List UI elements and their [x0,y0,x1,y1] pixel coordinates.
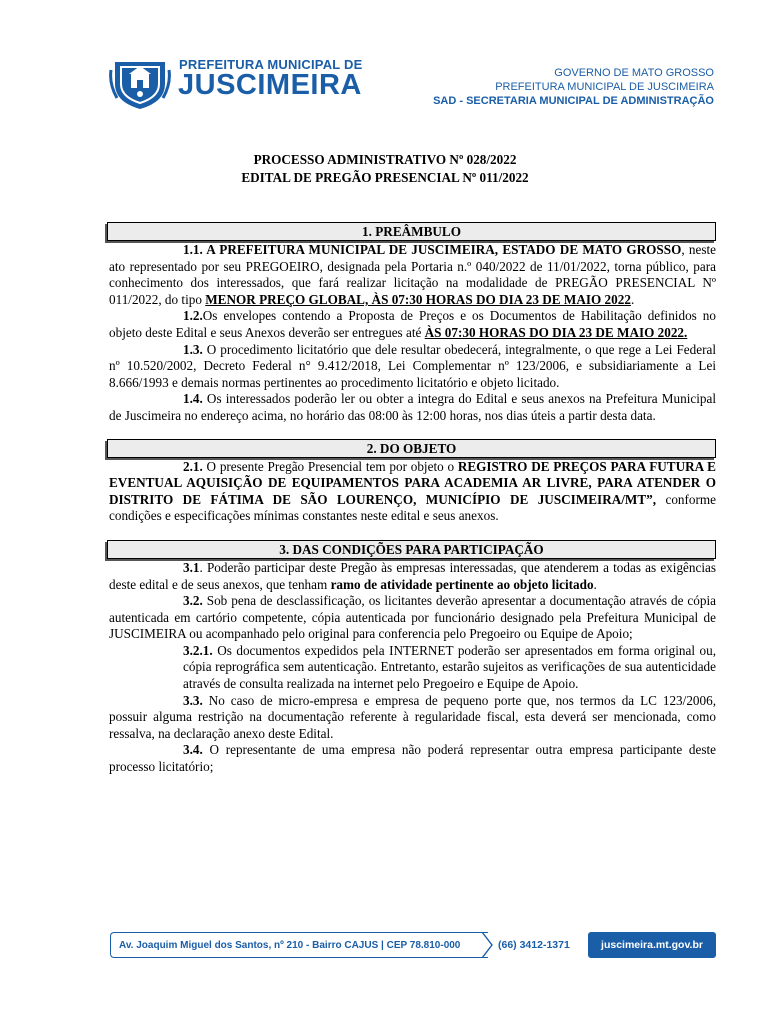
government-block [433,66,714,108]
paragraph-1-3 [109,342,716,392]
footer-phone: (66) 3412-1371 [498,939,570,951]
edital-title: EDITAL DE PREGÃO PRESENCIAL Nº 011/2022 [241,170,529,185]
clause-number: 3.1 [183,559,200,575]
clause-number: 2.1. [183,458,203,474]
clause-number: 1.4. [183,391,203,407]
footer-bar [110,932,716,958]
clause-number: 3.3. [183,692,203,708]
clause-number: 1.3. [183,341,203,357]
clause-text: , neste ato representado por seu PREGOEIRO, designada pela Portaria n.º 040/2022 de 11/01/2022, torna público, para conhecimento dos interessados, que fará realizar licitação na modalidade de PREGÃO PRESENCIAL Nº 011/2022, do tipo [109,242,716,307]
paragraph-3-2 [109,593,716,643]
clause-text: Sob pena de desclassificação, os licitantes deverão apresentar a documentação através de cópia autenticada em cartório competente, cópia autenticada por funcionário designado pela Prefeitura Municipal de JUSCIMEIRA ou acompanhado pelo original para conferencia pelo Pregoeiro ou Equipe de Apoio; [109,593,716,642]
section-heading-objeto: 2. DO OBJETO [107,439,716,458]
paragraph-3-2-1 [109,643,716,693]
section-heading-preambulo: 1. PREÂMBULO [107,222,716,241]
paragraph-2-1 [109,459,716,525]
clause-number: 1.2. [183,308,203,324]
clause-emphasis: ramo de atividade pertinente ao objeto licitado [330,576,594,592]
logo-text-line2: JUSCIMEIRA [178,69,362,101]
clause-end: . [630,291,635,307]
process-title: PROCESSO ADMINISTRATIVO Nº 028/2022 [253,152,517,167]
clause-emphasis: REGISTRO DE PREÇOS PARA FUTURA E EVENTUAL AQUISIÇÃO DE EQUIPAMENTOS PARA ACADEMIA AR LIVRE, PARA ATENDER O DISTRITO DE FÁTIMA DE SÃO LOURENÇO, MUNICÍPIO DE JUSCIMEIRA/MT”, [109,458,716,507]
paragraph-3-4 [109,742,716,775]
footer-website: juscimeira.mt.gov.br [588,932,716,958]
clause-text: Os documentos expedidos pela INTERNET poderão ser apresentados em forma original ou, cópia reprográfica sem autenticação. Entretanto, estarão sujeitos as verificações de sua autenticidade através de consulta realizada na internet pelo Pregoeiro e Equipe de Apoio. [183,642,716,692]
clause-number: 3.2. [183,593,203,609]
gov-line3: SAD - SECRETARIA MUNICIPAL DE ADMINISTRAÇÃO [433,95,714,107]
paragraph-1-2 [109,308,716,341]
clause-text: O presente Pregão Presencial tem por objeto o [202,458,458,474]
clause-end: . [593,576,597,592]
clause-end: conforme condições e especificações mínimas constantes neste edital e seus anexos. [109,491,717,524]
paragraph-3-3 [109,693,716,743]
gov-line1: GOVERNO DE MATO GROSSO [554,67,714,79]
clause-text: Os envelopes contendo a Proposta de Preços e os Documentos de Habilitação definidos no objeto deste Edital e seus Anexos deverão ser entregues até [109,308,716,340]
footer-address: Av. Joaquim Miguel dos Santos, nº 210 - Bairro CAJUS | CEP 78.810-000 [110,932,488,958]
clause-text: . Poderão participar deste Pregão às empresas interessadas, que atenderem a todas as exigências deste edital e de seus anexos, que tenham [109,559,716,592]
chevron-right-icon [480,932,496,958]
document-title [0,151,770,187]
logo-text-line1: PREFEITURA MUNICIPAL DE [179,57,363,72]
clause-emphasis: MENOR PREÇO GLOBAL, ÀS 07:30 HORAS DO DIA 23 DE MAIO 2022 [205,291,631,307]
clause-text: Os interessados poderão ler ou obter a integra do Edital e seus anexos na Prefeitura Municipal de Juscimeira no endereço acima, no horário das 08:00 às 12:00 horas, nos dias úteis a partir desta data. [109,391,716,423]
clause-number: 3.4. [183,742,203,758]
paragraph-1-4 [109,391,716,424]
clause-emphasis: ÀS 07:30 HORAS DO DIA 23 DE MAIO 2022. [424,324,688,340]
clause-number: 3.2.1. [183,642,213,658]
letterhead [0,0,770,125]
municipal-crest-icon [109,54,171,110]
gov-line2: PREFEITURA MUNICIPAL DE JUSCIMEIRA [495,81,714,93]
section-heading-condicoes: 3. DAS CONDIÇÕES PARA PARTICIPAÇÃO [107,540,716,559]
clause-text: No caso de micro-empresa e empresa de pequeno porte que, nos termos da LC 123/2006, possuir alguma restrição na documentação referente à regularidade fiscal, esta deverá ser mencionada, como ressalva, na declaração anexo deste Edital. [109,692,716,741]
clause-text: O procedimento licitatório que dele resultar obedecerá, integralmente, o que rege a Lei Federal nº 10.520/2002, Decreto Federal n° 9.412/2018, Lei Complementar nº 123/2006, e subsidiariamente a Lei 8.666/1993 e demais normas pertinentes ao procedimento licitatório e objeto licitado. [109,341,716,390]
paragraph-1-1 [109,242,716,308]
paragraph-3-1 [109,560,716,593]
clause-text: O representante de uma empresa não poderá representar outra empresa participante deste processo licitatório; [109,742,716,775]
clause-number: 1.1. A PREFEITURA MUNICIPAL DE JUSCIMEIRA, ESTADO DE MATO GROSSO [183,242,682,257]
document-body [109,222,716,776]
